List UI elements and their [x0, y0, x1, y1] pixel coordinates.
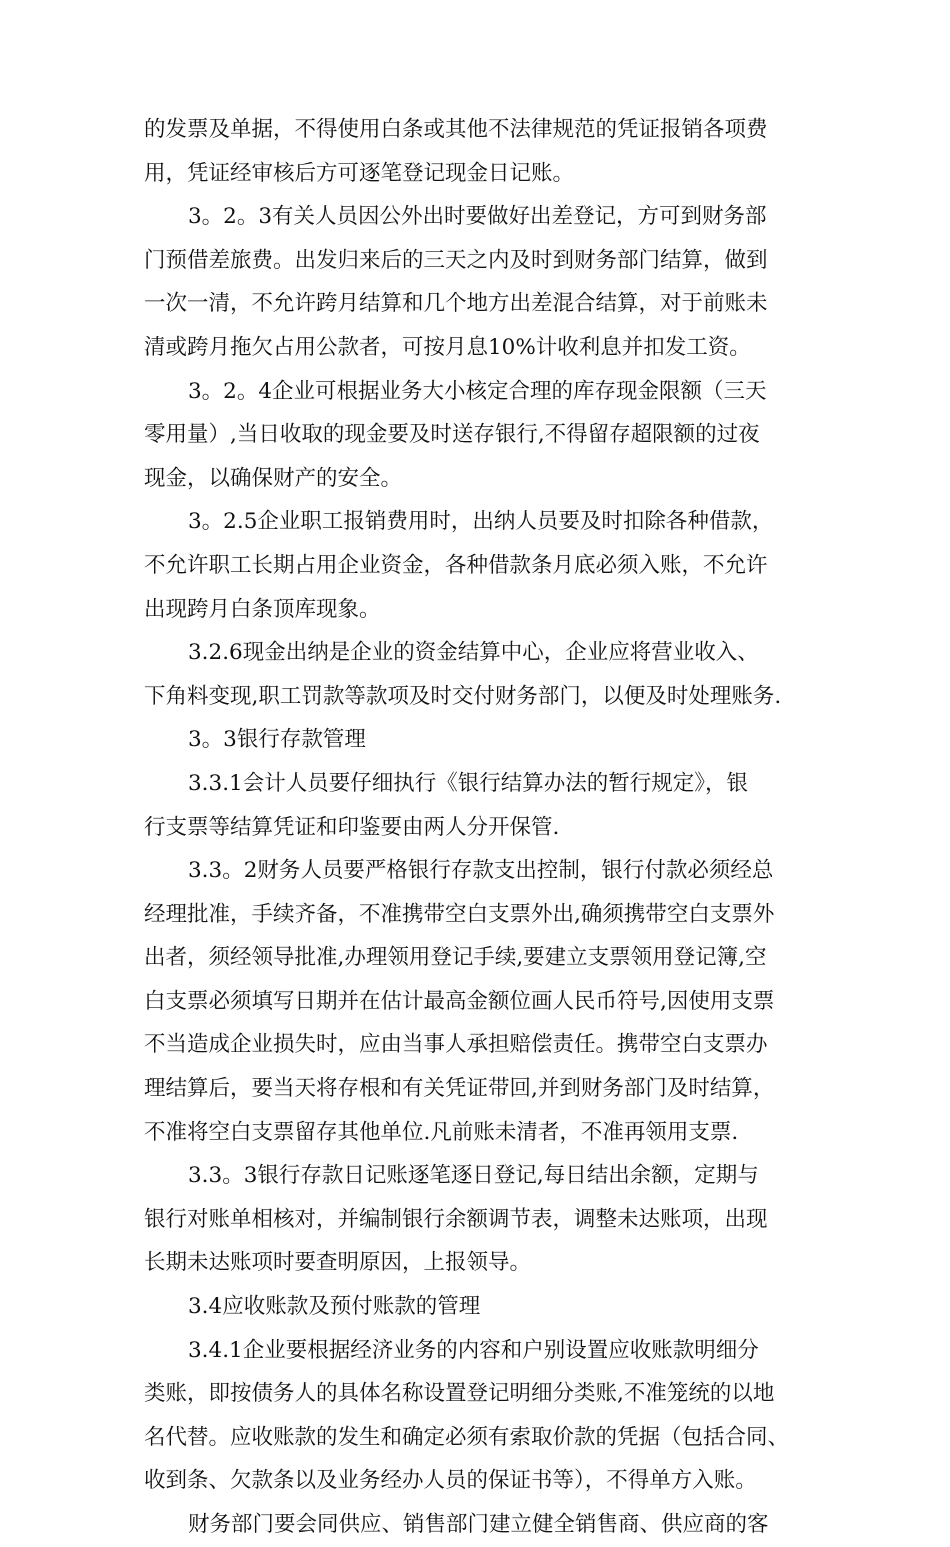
text-line: 不准将空白支票留存其他单位.凡前账未清者，不准再领用支票. [144, 1119, 739, 1145]
text-line: 3。2.5企业职工报销费用时，出纳人员要及时扣除各种借款， [188, 509, 774, 535]
text-line: 3。2。4企业可根据业务大小核定合理的库存现金限额（三天 [188, 378, 767, 404]
document-body [144, 108, 814, 1547]
text-line: 一次一清，不允许跨月结算和几个地方出差混合结算，对于前账未 [144, 291, 768, 317]
text-line: 3.3。2财务人员要严格银行存款支出控制，银行付款必须经总 [188, 858, 774, 884]
text-line: 银行对账单相核对，并编制银行余额调节表，调整未达账项，出现 [144, 1206, 768, 1232]
text-line: 收到条、欠款条以及业务经办人员的保证书等），不得单方入账。 [144, 1468, 757, 1494]
text-line: 3。2。3有关人员因公外出时要做好出差登记，方可到财务部 [188, 204, 767, 230]
text-line: 门预借差旅费。出发归来后的三天之内及时到财务部门结算，做到 [144, 247, 768, 273]
text-line: 长期未达账项时要查明原因，上报领导。 [144, 1250, 532, 1276]
text-line: 出者，须经领导批准,办理领用登记手续,要建立支票领用登记簿,空 [144, 945, 767, 971]
text-line: 理结算后，要当天将存根和有关凭证带回,并到财务部门及时结算， [144, 1076, 775, 1102]
text-line: 3.2.6现金出纳是企业的资金结算中心，企业应将营业收入、 [188, 640, 759, 666]
text-line: 不允许职工长期占用企业资金，各种借款条月底必须入账，不允许 [144, 552, 768, 578]
text-line: 3。3银行存款管理 [188, 727, 366, 753]
text-line: 白支票必须填写日期并在估计最高金额位画人民币符号,因使用支票 [144, 988, 775, 1014]
text-line: 行支票等结算凭证和印鉴要由两人分开保管. [144, 814, 560, 840]
text-line: 下角料变现,职工罚款等款项及时交付财务部门，以便及时处理账务. [144, 683, 782, 709]
text-line: 不当造成企业损失时，应由当事人承担赔偿责任。携带空白支票办 [144, 1032, 768, 1058]
text-line: 清或跨月拖欠占用公款者，可按月息10%计收利息并扣发工资。 [144, 334, 751, 360]
text-line: 3.4.1企业要根据经济业务的内容和户别设置应收账款明细分 [188, 1337, 759, 1363]
text-line: 现金，以确保财产的安全。 [144, 465, 403, 491]
text-line: 名代替。应收账款的发生和确定必须有索取价款的凭据（包括合同、 [144, 1424, 790, 1450]
text-line: 类账，即按债务人的具体名称设置登记明细分类账,不准笼统的以地 [144, 1381, 775, 1407]
text-line: 出现跨月白条顶库现象。 [144, 596, 381, 622]
text-line: 零用量）,当日收取的现金要及时送存银行,不得留存超限额的过夜 [144, 422, 760, 448]
text-line: 3.3。3银行存款日记账逐笔逐日登记,每日结出余额，定期与 [188, 1163, 759, 1189]
text-line: 的发票及单据，不得使用白条或其他不法律规范的凭证报销各项费 [144, 117, 768, 142]
text-line: 3.3.1会计人员要仔细执行《银行结算办法的暂行规定》，银 [188, 770, 748, 796]
text-line: 3.4应收账款及预付账款的管理 [188, 1294, 481, 1320]
text-line: 财务部门要会同供应、销售部门建立健全销售商、供应商的客 [188, 1512, 769, 1537]
text-line: 用，凭证经审核后方可逐笔登记现金日记账。 [144, 160, 575, 186]
text-line: 经理批准，手续齐备，不准携带空白支票外出,确须携带空白支票外 [144, 901, 775, 927]
